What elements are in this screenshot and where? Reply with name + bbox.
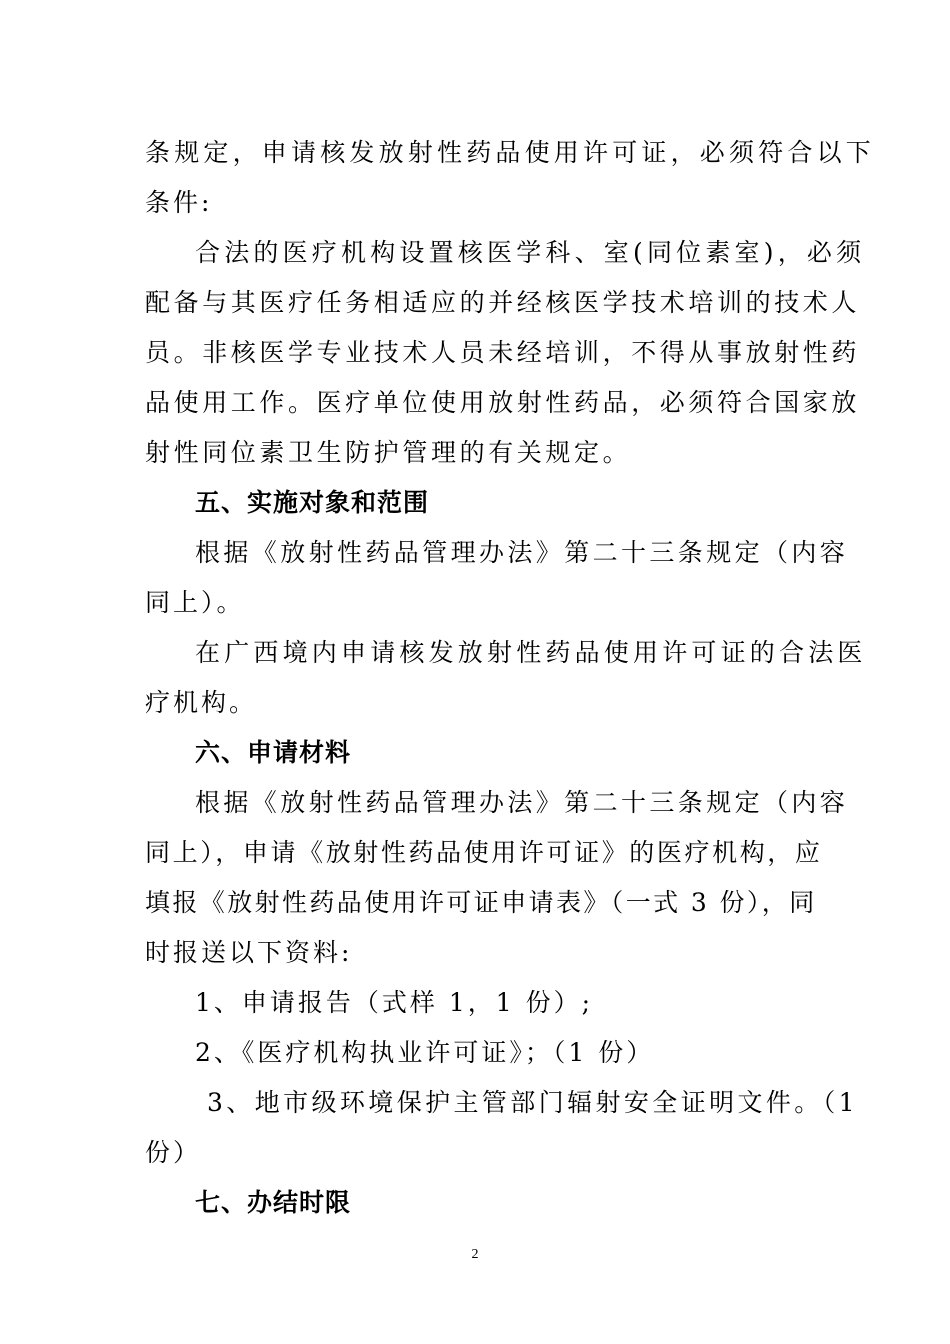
paragraph-line: 份） [145, 1138, 202, 1167]
paragraph-line: 配备与其医疗任务相适应的并经核医学技术培训的技术人 [145, 288, 861, 317]
paragraph-line: 在广西境内申请核发放射性药品使用许可证的合法医 [195, 638, 867, 667]
list-item: 3、地市级环境保护主管部门辐射安全证明文件。（1 [207, 1088, 858, 1117]
paragraph-line: 同上），申请《放射性药品使用许可证》的医疗机构，应 [145, 838, 823, 867]
section-heading-5: 五、实施对象和范围 [195, 488, 430, 517]
section-heading-6: 六、申请材料 [195, 738, 352, 767]
paragraph-line: 根据《放射性药品管理办法》第二十三条规定（内容 [195, 538, 849, 567]
paragraph-line: 品使用工作。医疗单位使用放射性药品，必须符合国家放 [145, 388, 861, 417]
list-item: 2、《医疗机构执业许可证》；（1 份） [195, 1038, 655, 1067]
paragraph-line: 合法的医疗机构设置核医学科、室(同位素室)，必须 [195, 238, 866, 267]
section-heading-7: 七、办结时限 [195, 1188, 352, 1217]
paragraph-line: 根据《放射性药品管理办法》第二十三条规定（内容 [195, 788, 849, 817]
paragraph-line: 员。非核医学专业技术人员未经培训，不得从事放射性药 [145, 338, 861, 367]
paragraph-line: 时报送以下资料: [145, 938, 353, 967]
paragraph-line: 填报《放射性药品使用许可证申请表》（一式 3 份），同 [145, 888, 817, 917]
paragraph-line: 射性同位素卫生防护管理的有关规定。 [145, 438, 632, 467]
page-number: 2 [471, 1247, 479, 1262]
paragraph-line: 条规定，申请核发放射性药品使用许可证，必须符合以下 [145, 138, 876, 167]
list-item: 1、申请报告（式样 1，1 份）; [195, 988, 594, 1017]
paragraph-line: 疗机构。 [145, 688, 258, 717]
paragraph-line: 条件: [145, 188, 213, 217]
paragraph-line: 同上）。 [145, 588, 245, 617]
